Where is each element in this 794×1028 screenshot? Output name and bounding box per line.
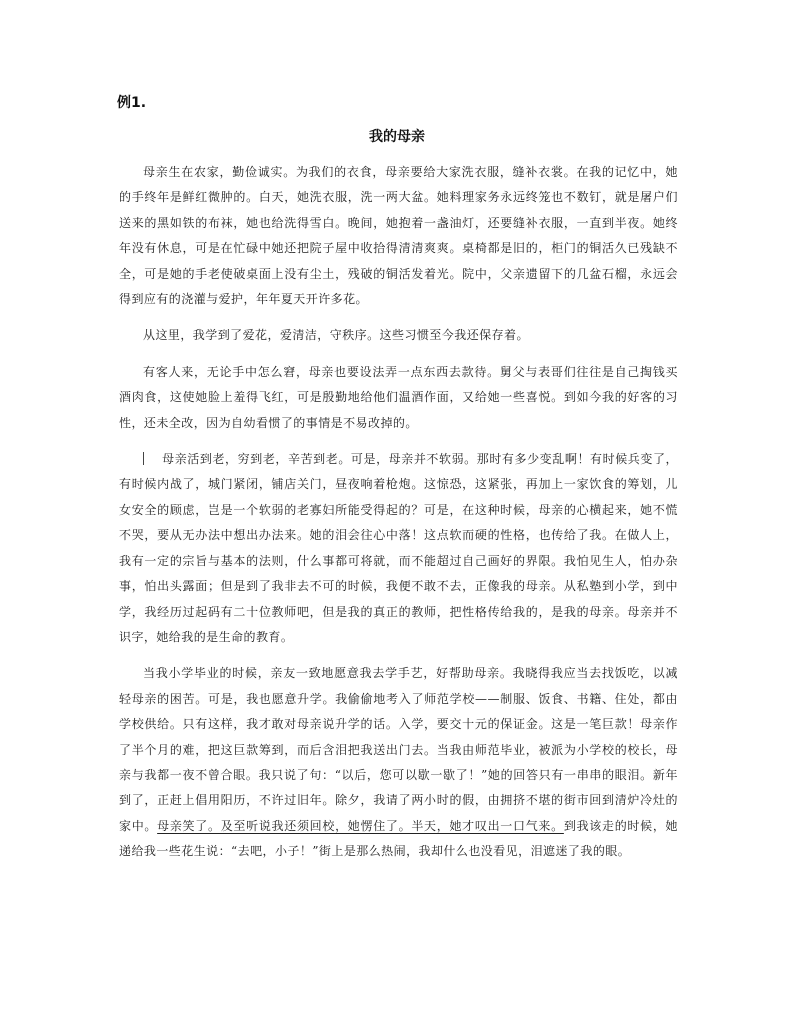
paragraph-4-text: 母亲活到老，穷到老，辛苦到老。可是，母亲并不软弱。那时有多少变乱啊！有时候兵变了，有时候内战了，城门紧闭，铺店关门，昼夜响着枪炮。这惊恐，这紧张，再加上一家饮食的筹划，儿女安全的顾虑，岂是一个软弱的老寡妇所能受得起的？可是，在这种时候，母亲的心横起来，她不慌不哭，要从无办法中想出办法来。她的泪会往心中落！这点软而硬的性格，也传给了我。在做人上，我有一定的宗旨与基本的法则，什么事都可将就，而不能超过自己画好的界限。我怕见生人，怕办杂事，怕出头露面；但是到了我非去不可的时候，我便不敢不去，正像我的母亲。从私塾到小学，到中学，我经历过起码有二十位教师吧，但是我的真正的教师，把性格传给我的，是我的母亲。母亲并不识字，她给我的是生命的教育。 [119, 452, 678, 644]
underlined-sentence: 母亲笑了。及至听说我还须回校，她愣住了。半天，她才叹出一口气来。 [157, 818, 564, 833]
paragraph-5-ending: 到我该走的时候，她递给我一些花生说：“去吧，小子！”街上是那么热闹，我却什么也没看见，泪遮迷了我的眼。 [119, 818, 678, 859]
paragraph-5-text: 当我小学毕业的时候，亲友一致地愿意我去学手艺，好帮助母亲。我晓得我应当去找饭吃，以减轻母亲的困苦。可是，我也愿意升学。我偷偷地考入了师范学校——制服、饭食、书籍、住处，都由学校供给。只有这样，我才敢对母亲说升学的话。入学，要交十元的保证金。这是一笔巨款！母亲作了半个月的难，把这巨款筹到，而后含泪把我送出门去。当我由师范毕业，被派为小学校的校长，母亲与我都一夜不曾合眼。我只说了句：“以后，您可以歇一歇了！”她的回答只有一串串的眼泪。新年到了，正赶上倡用阳历，不许过旧年。除夕，我请了两小时的假，由拥挤不堪的街市回到清炉冷灶的家中。 [119, 666, 678, 833]
document-title: 我的母亲 [369, 129, 425, 145]
paragraph-4 [119, 447, 678, 650]
text-cursor-mark [143, 452, 144, 465]
paragraph-5 [119, 661, 678, 864]
paragraph-3: 有客人来，无论手中怎么窘，母亲也要设法弄一点东西去款待。舅父与表哥们往往是自己掏钱买酒肉食，这使她脸上羞得飞红，可是殷勤地给他们温酒作面，又给她一些喜悦。到如今我的好客的习性，还未全改，因为自幼看惯了的事情是不易改掉的。 [119, 364, 678, 430]
example-label: 例1. [117, 95, 147, 111]
document-body [119, 160, 678, 865]
paragraph-2: 从这里，我学到了爱花，爱清洁，守秩序。这些习惯至今我还保存着。 [143, 328, 529, 343]
paragraph-1: 母亲生在农家，勤俭诚实。为我们的衣食，母亲要给大家洗衣服，缝补衣裳。在我的记忆中，她的手终年是鲜红微肿的。白天，她洗衣服，洗一两大盆。她料理家务永远终笼也不数钉，就是屠户们送来的黑如铁的布袜，她也给洗得雪白。晚间，她抱着一盏油灯，还要缝补衣服，一直到半夜。她终年没有休息，可是在忙碌中她还把院子屋中收拾得清清爽爽。桌椅都是旧的，柜门的铜活久已残缺不全，可是她的手老使破桌面上没有尘土，残破的铜活发着光。院中，父亲遗留下的几盆石榴，永远会得到应有的浇灌与爱护，年年夏天开许多花。 [119, 165, 678, 307]
